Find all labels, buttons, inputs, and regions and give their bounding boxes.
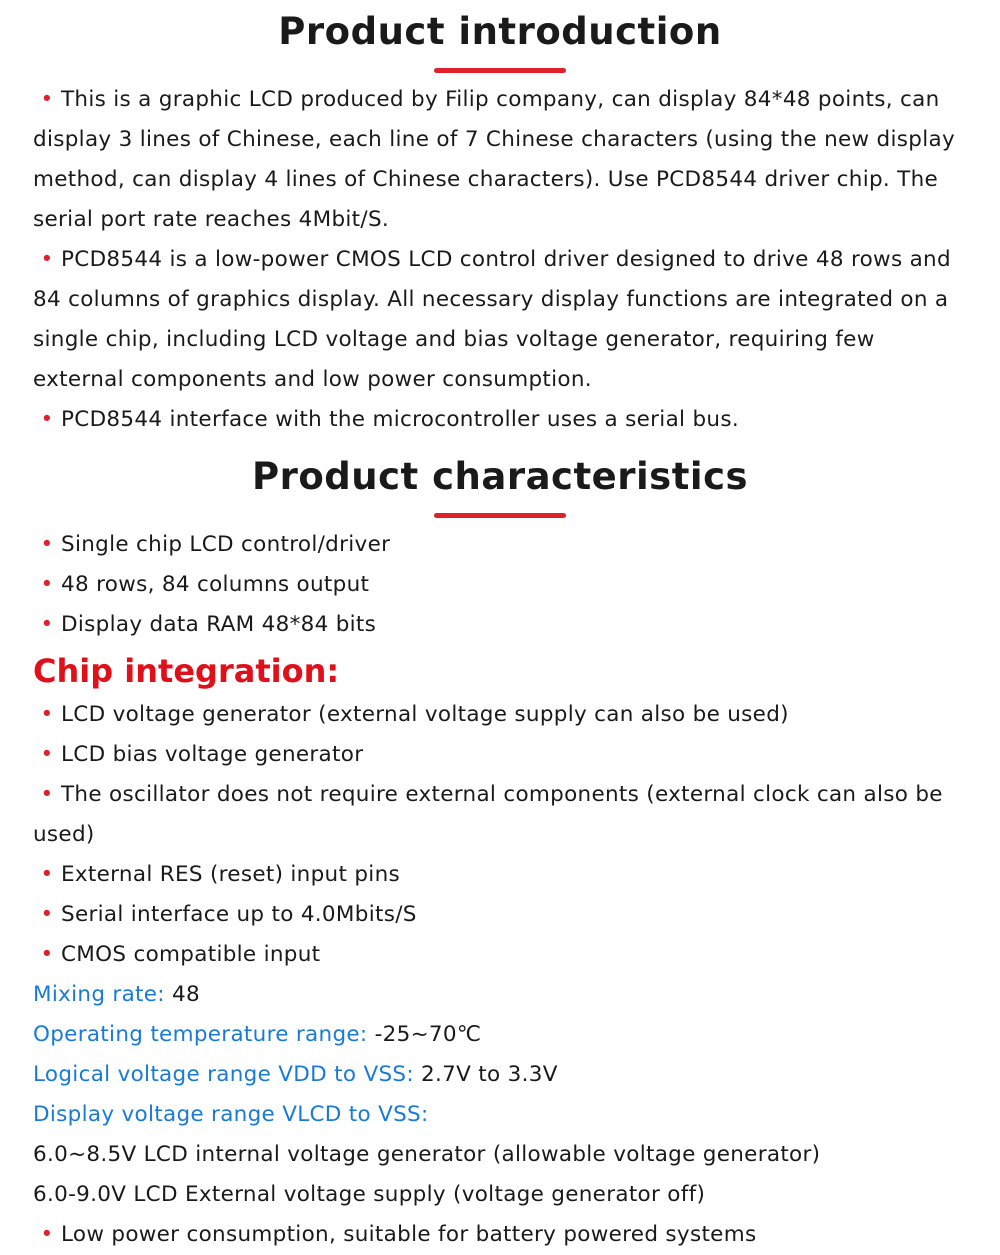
- list-item: [33, 895, 1000, 935]
- list-item: [33, 855, 1000, 895]
- spec-label: Display voltage range VLCD to VSS:: [33, 1102, 429, 1127]
- list-item: [33, 525, 1000, 565]
- list-item-text: LCD bias voltage generator: [61, 742, 364, 767]
- list-item-text: LCD voltage generator (external voltage supply can also be used): [61, 702, 789, 727]
- chip-list: [0, 695, 1000, 975]
- spec-logic-voltage: [33, 1055, 1000, 1095]
- intro-header: [0, 10, 1000, 73]
- list-item: [33, 935, 1000, 975]
- bullet-dot: •: [40, 862, 54, 887]
- chip-integration-heading: Chip integration:: [33, 652, 340, 690]
- intro-body: [0, 80, 1000, 440]
- list-item-text: Single chip LCD control/driver: [61, 532, 391, 557]
- bullet-dot: •: [40, 247, 54, 272]
- spec-display-line-1: 6.0~8.5V LCD internal voltage generator (allowable voltage generator): [33, 1142, 821, 1167]
- bullet-dot: •: [40, 702, 54, 727]
- spec-label: Logical voltage range VDD to VSS:: [33, 1062, 414, 1087]
- list-item-text: 48 rows, 84 columns output: [61, 572, 370, 597]
- spec-display-line-2: 6.0-9.0V LCD External voltage supply (voltage generator off): [33, 1182, 706, 1207]
- bullet-dot: •: [40, 407, 54, 432]
- list-item-text: Low power consumption, suitable for battery powered systems: [61, 1222, 757, 1247]
- bullet-dot: •: [40, 612, 54, 637]
- characteristics-title-underline: [434, 513, 566, 518]
- intro-title-underline: [434, 68, 566, 73]
- spec-mixing-rate: [33, 975, 1000, 1015]
- spec-value: 48: [164, 982, 200, 1007]
- spec-display-voltage: [33, 1095, 1000, 1135]
- spec-label: Operating temperature range:: [33, 1022, 368, 1047]
- characteristics-list: [0, 525, 1000, 645]
- list-item-text: The oscillator does not require external components (external clock can also be used): [33, 782, 943, 847]
- bullet-dot: •: [40, 87, 54, 112]
- bullet-dot: •: [40, 1222, 54, 1247]
- spec-value: -25~70℃: [367, 1022, 482, 1047]
- list-item: [33, 1215, 1000, 1255]
- bullet-dot: •: [40, 902, 54, 927]
- list-item: [33, 775, 972, 855]
- intro-title: Product introduction: [278, 10, 722, 53]
- list-item-text: Serial interface up to 4.0Mbits/S: [61, 902, 417, 927]
- characteristics-header: [0, 455, 1000, 518]
- intro-paragraph: [33, 400, 972, 440]
- spec-temperature: [33, 1015, 1000, 1055]
- bullet-dot: •: [40, 942, 54, 967]
- intro-text-1: This is a graphic LCD produced by Filip company, can display 84*48 points, can display 3 lines of Chinese, each line of 7 Chinese characters (using the new display method, can display 4 lines of Chinese characters). Use PCD8544 driver chip. The serial port rate reaches 4Mbit/S.: [33, 87, 955, 232]
- bullet-dot: •: [40, 572, 54, 597]
- intro-text-3: PCD8544 interface with the microcontroller uses a serial bus.: [61, 407, 739, 432]
- list-item-text: External RES (reset) input pins: [61, 862, 400, 887]
- list-item: [33, 735, 1000, 775]
- bullet-dot: •: [40, 742, 54, 767]
- list-item: [33, 565, 1000, 605]
- characteristics-title: Product characteristics: [251, 455, 749, 498]
- bullet-dot: •: [40, 782, 54, 807]
- intro-paragraph: [33, 80, 972, 240]
- intro-text-2: PCD8544 is a low-power CMOS LCD control driver designed to drive 48 rows and 84 columns of graphics display. All necessary display functions are integrated on a single chip, including LCD voltage and bias voltage generator, requiring few external components and low power consumption.: [33, 247, 951, 392]
- list-item: [33, 695, 1000, 735]
- list-item-text: CMOS compatible input: [61, 942, 321, 967]
- spec-list: [0, 975, 1000, 1255]
- intro-paragraph: [33, 240, 972, 400]
- list-item-text: Display data RAM 48*84 bits: [61, 612, 377, 637]
- bullet-dot: •: [40, 532, 54, 557]
- spec-label: Mixing rate:: [33, 982, 165, 1007]
- spec-value: 2.7V to 3.3V: [413, 1062, 558, 1087]
- chip-integration: [0, 645, 1000, 697]
- list-item: [33, 605, 1000, 645]
